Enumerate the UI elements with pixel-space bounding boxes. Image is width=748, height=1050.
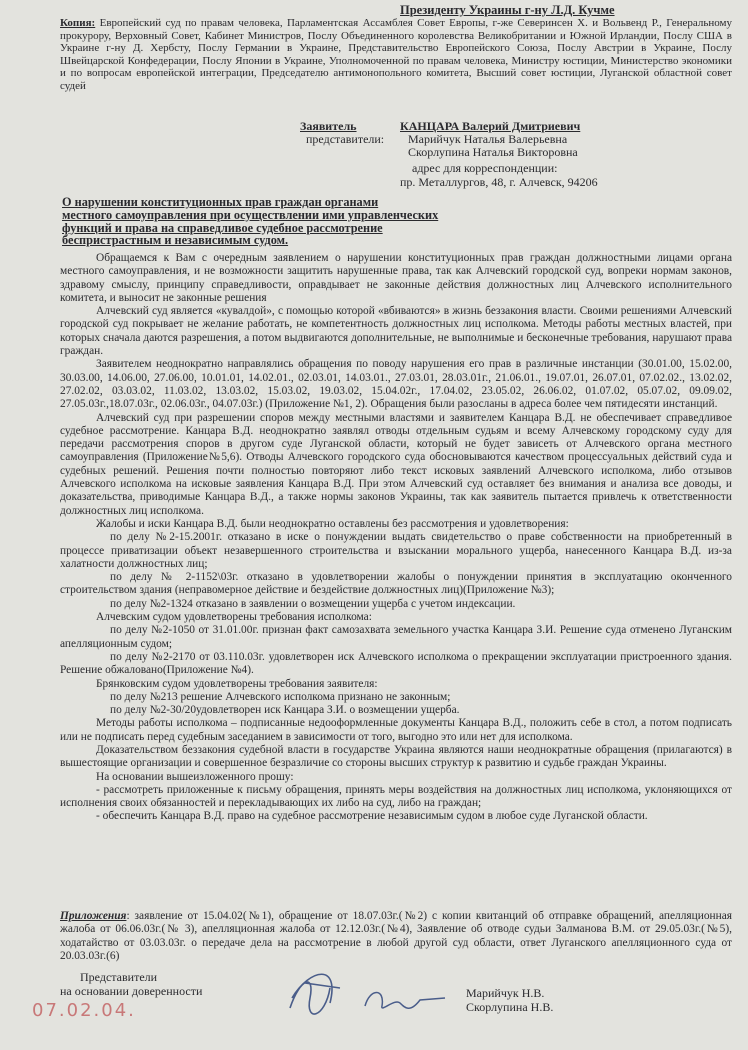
case-item: по делу № 2-1152\03г. отказано в удовлетворении жалобы о понуждении принятия в эксплуатацию оконченного строительством здания (неправомерное действие и бездействие должностных лиц)(Приложение №3); (60, 571, 732, 597)
appendices-text: : заявление от 15.04.02(№1), обращение от 18.07.03г.(№2) с копии квитанций об отправке обращений, апелляционная жалоба от 06.06.03г.(№ 3), апелляционная жалоба от 12.12.03г.(№4), Заявление об отводе судьи Залманова В.М. от 29.05.03г.(№5), ходатайство от 03.03.03г. о передаче дела на рассмотрение в любой другой суд области, ответ Луганского апелляционного суда от 20.03.03г.(6) (60, 910, 732, 962)
subject-line: местного самоуправления при осуществлении ими управленческих (62, 207, 439, 222)
copies-label: Копия: (60, 17, 96, 29)
signature-left (60, 970, 202, 998)
body-paragraph: Жалобы и иски Канцара В.Д. были неоднократно оставлены без рассмотрения и удовлетворения: (96, 517, 569, 530)
case-item: по делу №2-1324 отказано в заявлении о возмещении ущерба с учетом индексации. (110, 597, 516, 610)
subject-line: беспристрастным и независимым судом. (62, 233, 289, 248)
body-paragraph: Алчевский суд является «кувалдой», с помощью которой «вбиваются» в жизнь беззакония власти. Своими решениями Алчевский городской суд покрывает не желание работать, не компетентность должностных лиц исполкома. Методы работы местных властей, при которых сначала даются разрешения, а потом выдвигаются дополнительные, не выполнимые и бесконечные требования, нарушают права граждан. (60, 305, 732, 358)
signatory-1: Марийчук Н.В. (466, 986, 545, 1000)
copies-recipients (60, 17, 732, 93)
case-item: по делу №2-15.2001г. отказано в иске о понуждении выдать свидетельство о праве собственности на приобретенный в процессе приватизации объект незавершенного строительства и взыскании морального ущерба, нанесенного Канцара В.Д. из-за халатности должностных лиц; (60, 531, 732, 570)
body-paragraph: Брянковским судом удовлетворены требования заявителя: (96, 677, 378, 690)
applicant-name: КАНЦАРА Валерий Дмитриевич (400, 119, 581, 133)
body-paragraph: На основании вышеизложенного прошу: (96, 770, 294, 783)
power-of-attorney-note: на основании доверенности (60, 984, 203, 998)
representative-1: Марийчук Наталья Валерьевна (408, 132, 568, 146)
body-paragraph: Методы работы исполкома – подписанные недооформленные документы Канцара В.Д., положить себе в стол, а потом подписать или не подписать перед судебным заседанием в зависимости от того, выгодно это или нет для исполкома. (60, 717, 732, 743)
case-item: по делу №2-1050 от 31.01.00г. признан факт самозахвата земельного участка Канцара З.И. Решение суда отменено Луганским апелляционным судом; (60, 624, 732, 650)
appendices-label: Приложения (60, 910, 127, 922)
signature-right (466, 986, 553, 1014)
address: пр. Металлургов, 48, г. Алчевск, 94206 (400, 175, 598, 189)
request-item: - обеспечить Канцара В.Д. право на судебное рассмотрение независимым судом в любое суде Луганской области. (96, 810, 648, 823)
subject-line: О нарушении конституционных прав граждан органами (62, 195, 379, 209)
applicant-label: Заявитель (300, 119, 357, 133)
body-paragraph: Алчевский суд при разрешении споров между местными властями и заявителем Канцара В.Д. не обеспечивает справедливое судебное рассмотрение. Канцара В.Д. неоднократно заявлял отводы отдельным судьям и всему Алчевскому городскому суду для передачи рассмотрения споров в другом суде Луганской области, который не будет зависеть от Алчевского органа местного самоуправления (Приложение№5,6). Отводы Алчевского городского суда обосновываются качеством процессуальных действий суда и судебных решений. Решения почти полностью повторяют либо текст исковых заявлений Алчевского исполкома, либо отзывов Алчевского исполкома на исковые заявления Канцара В.Д. При этом Алчевский суд оставляет без внимания и анализа все доводы, и доказательства, приводимые Канцара В.Д., а также нормы законов Украины, так как заявитель пытается привлечь к ответственности должностных лиц исполкома. (60, 411, 732, 517)
body-paragraph: Доказательством беззакония судебной власти в государстве Украина являются наши неоднократные обращения (прилагаются) в вышестоящие организации и совершенное безразличие со стороны высших структур к развитию и судьбе граждан Украины. (60, 743, 732, 770)
representatives-label: представители: (306, 132, 385, 146)
handwritten-signature (270, 958, 460, 1028)
appendices (60, 910, 732, 963)
letter-body (60, 252, 732, 824)
case-item: по делу №2-30/20удовлетворен иск Канцара З.И. о возмещении ущерба. (110, 704, 460, 717)
body-paragraph: Алчевским судом удовлетворены требования исполкома: (96, 611, 372, 624)
address-label: адрес для корреспонденции: (412, 161, 558, 175)
subject-line: функций и права на справедливое судебное рассмотрение (62, 220, 383, 235)
signatory-2: Скорлупина Н.В. (466, 1000, 554, 1014)
handwritten-date: 07.02.04. (32, 1000, 136, 1021)
addressee-header: Президенту Украины г-ну Л.Д. Кучме (400, 3, 615, 17)
body-paragraph: Обращаемся к Вам с очередным заявлением о нарушении конституционных прав граждан должностными лицами органа местного самоуправления, и не возможности защитить нарушенные права, так как Алчевский городской суд, вопреки нормам законов, здравому смыслу, принципу справедливости, оправдывает не законные действия должностных лиц Алчевского исполнительного комитета, и выносит не законные решения (60, 252, 732, 304)
case-item: по делу №213 решение Алчевского исполкома признано не законным; (110, 690, 451, 703)
body-paragraph: Заявителем неоднократно направлялись обращения по поводу нарушения его прав в различные инстанции (30.01.00, 15.02.00, 30.03.00, 14.06.00, 27.06.00, 10.01.01, 14.02.01., 02.03.01, 14.03.01., 27.03.01, 28.03.01г., 21.06.01., 19.07.01, 26.07.01, 07.02.02., 13.02.02, 27.02.02, 03.03.02, 11.03.02, 13.03.02, 15.03.02, 19.03.02, 15.04.02г., 17.04.02, 23.05.02, 26.06.02, 01.07.02, 05.07.02, 09.09.02, 27.05.03г.,18.07.03г., 02.06.03г., 04.07.03г.) (Приложение №1, 2). Обращения были разосланы в адреса более чем пятидесяти инстанций. (60, 358, 732, 411)
case-item: по делу №2-2170 от 03.110.03г. удовлетворен иск Алчевского исполкома о прекращении эксплуатации пристроенного здания. Решение обжаловано(Приложение №4). (60, 650, 732, 677)
representatives-title: Представители (80, 970, 158, 984)
copies-text: Европейский суд по правам человека, Парламентская Ассамблея Совет Европы, г-же Северинсен Х. и Вольвенд Р., Генеральному прокурору, Верховный Совет, Кабинет Министров, Послу Объединенного королевства Великобритании и Южной Ирландии, Послу США в Украине г-ну Д. Хербсту, Послу Германии в Украине, Представительство Европейского Союза, Послу Австрии в Украине, Послу Швейцарской Конфедерации, Послу Японии в Украине, Уполномоченной по правам человека, Министру юстиции, Министерство экономики и по вопросам европейской интеграции, Председателю антимонопольного комитета, Высший совет юстиции, Луганской областной совет судей (60, 17, 732, 92)
request-item: - рассмотреть приложенные к письму обращения, принять меры воздействия на должностных лиц исполкома, уклоняющихся от исполнения своих обязанностей и перекладывающих их либо на суд, либо на граждан; (60, 783, 732, 810)
subject-heading (62, 196, 442, 247)
representative-2: Скорлупина Наталья Викторовна (408, 145, 578, 159)
